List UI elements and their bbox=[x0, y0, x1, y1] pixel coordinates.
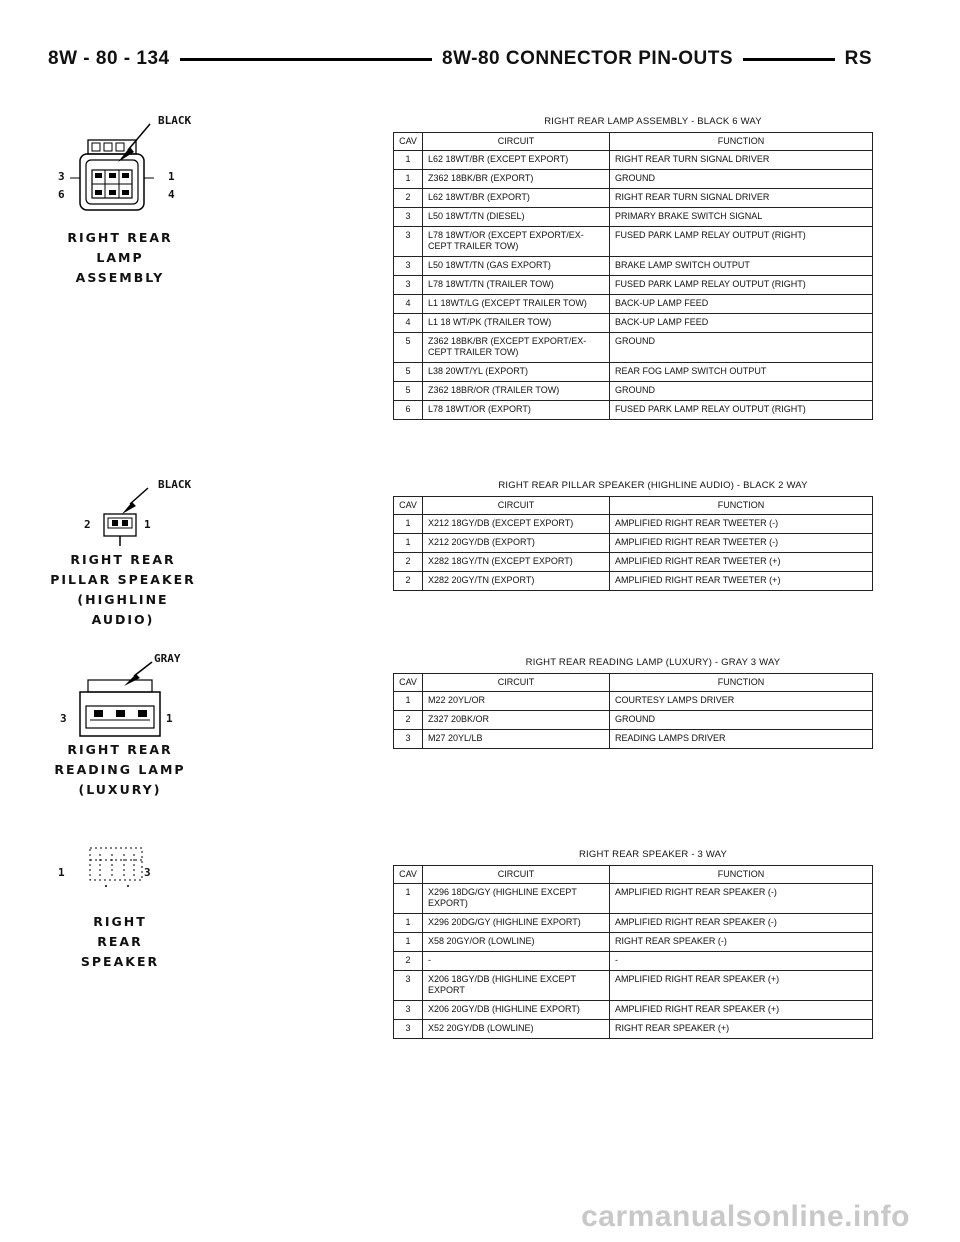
pin-label: 3 bbox=[60, 712, 67, 725]
connector-diagram-rear-speaker bbox=[50, 840, 210, 970]
cav-cell: 2 bbox=[394, 952, 423, 971]
pin-label: 3 bbox=[144, 866, 151, 879]
pin-label: 2 bbox=[84, 518, 91, 531]
cav-cell: 1 bbox=[394, 933, 423, 952]
circuit-cell: X212 18GY/DB (EXCEPT EXPORT) bbox=[423, 515, 610, 534]
pin-label: 3 bbox=[58, 170, 65, 183]
table-row bbox=[394, 884, 873, 914]
function-cell: - bbox=[610, 952, 873, 971]
circuit-cell: X282 18GY/TN (EXCEPT EXPORT) bbox=[423, 553, 610, 572]
cav-cell: 3 bbox=[394, 730, 423, 749]
function-cell: GROUND bbox=[610, 170, 873, 189]
function-cell: AMPLIFIED RIGHT REAR TWEETER (+) bbox=[610, 572, 873, 591]
table-row bbox=[394, 227, 873, 257]
connector-table-1 bbox=[393, 480, 873, 591]
circuit-cell: L50 18WT/TN (DIESEL) bbox=[423, 208, 610, 227]
pinout-table bbox=[393, 673, 873, 749]
table-row bbox=[394, 730, 873, 749]
connector-table-2 bbox=[393, 657, 873, 749]
cav-cell: 1 bbox=[394, 515, 423, 534]
table-row bbox=[394, 914, 873, 933]
pin-label: 1 bbox=[166, 712, 173, 725]
table-row bbox=[394, 189, 873, 208]
function-cell: AMPLIFIED RIGHT REAR TWEETER (+) bbox=[610, 553, 873, 572]
table-row bbox=[394, 971, 873, 1001]
pinout-table bbox=[393, 496, 873, 591]
table-row bbox=[394, 257, 873, 276]
circuit-cell: Z362 18BK/BR (EXCEPT EXPORT/EX- CEPT TRAILER TOW) bbox=[423, 333, 610, 363]
table-row bbox=[394, 363, 873, 382]
circuit-cell: M22 20YL/OR bbox=[423, 692, 610, 711]
circuit-cell: L78 18WT/TN (TRAILER TOW) bbox=[423, 276, 610, 295]
circuit-cell: X206 20GY/DB (HIGHLINE EXPORT) bbox=[423, 1001, 610, 1020]
connector-diagram-pillar-speaker bbox=[48, 474, 208, 627]
column-header-cav: CAV bbox=[394, 866, 423, 884]
lamp-assembly-connector-drawing bbox=[50, 110, 210, 230]
page-number: 8W - 80 - 134 bbox=[48, 44, 180, 74]
cav-cell: 3 bbox=[394, 257, 423, 276]
function-cell: REAR FOG LAMP SWITCH OUTPUT bbox=[610, 363, 873, 382]
column-header-circuit: CIRCUIT bbox=[423, 497, 610, 515]
cav-cell: 5 bbox=[394, 382, 423, 401]
circuit-cell: L38 20WT/YL (EXPORT) bbox=[423, 363, 610, 382]
circuit-cell: X52 20GY/DB (LOWLINE) bbox=[423, 1020, 610, 1039]
table-row bbox=[394, 952, 873, 971]
connector-color-label: GRAY bbox=[154, 652, 181, 665]
cav-cell: 2 bbox=[394, 189, 423, 208]
connector-color-label: BLACK bbox=[158, 114, 192, 127]
cav-cell: 2 bbox=[394, 572, 423, 591]
pin-label: 1 bbox=[168, 170, 175, 183]
cav-cell: 3 bbox=[394, 971, 423, 1001]
cav-cell: 3 bbox=[394, 1001, 423, 1020]
cav-cell: 2 bbox=[394, 711, 423, 730]
cav-cell: 3 bbox=[394, 208, 423, 227]
cav-cell: 3 bbox=[394, 276, 423, 295]
connector-title: RIGHT REAR READING LAMP (LUXURY) - GRAY 3 WAY bbox=[525, 657, 781, 668]
column-header-function: FUNCTION bbox=[610, 866, 873, 884]
cav-cell: 2 bbox=[394, 553, 423, 572]
function-cell: AMPLIFIED RIGHT REAR TWEETER (-) bbox=[610, 534, 873, 553]
column-header-cav: CAV bbox=[394, 133, 423, 151]
table-row bbox=[394, 711, 873, 730]
rear-speaker-connector-drawing bbox=[50, 840, 210, 900]
column-header-circuit: CIRCUIT bbox=[423, 866, 610, 884]
table-row bbox=[394, 151, 873, 170]
function-cell: PRIMARY BRAKE SWITCH SIGNAL bbox=[610, 208, 873, 227]
function-cell: AMPLIFIED RIGHT REAR SPEAKER (-) bbox=[610, 884, 873, 914]
table-row bbox=[394, 401, 873, 420]
connector-color-label: BLACK bbox=[158, 478, 192, 491]
cav-cell: 5 bbox=[394, 363, 423, 382]
cav-cell: 1 bbox=[394, 914, 423, 933]
cav-cell: 1 bbox=[394, 151, 423, 170]
table-row bbox=[394, 1020, 873, 1039]
circuit-cell: L1 18 WT/PK (TRAILER TOW) bbox=[423, 314, 610, 333]
column-header-function: FUNCTION bbox=[610, 674, 873, 692]
pin-label: 1 bbox=[144, 518, 151, 531]
circuit-cell: X296 18DG/GY (HIGHLINE EXCEPT EXPORT) bbox=[423, 884, 610, 914]
connector-diagram-reading-lamp bbox=[50, 650, 210, 800]
cav-cell: 1 bbox=[394, 170, 423, 189]
cav-cell: 4 bbox=[394, 314, 423, 333]
diagram-caption: RIGHT REAR PILLAR SPEAKER (HIGHLINE AUDIO) bbox=[50, 552, 196, 627]
column-header-circuit: CIRCUIT bbox=[423, 674, 610, 692]
column-header-cav: CAV bbox=[394, 497, 423, 515]
pinout-table bbox=[393, 132, 873, 420]
function-cell: AMPLIFIED RIGHT REAR SPEAKER (+) bbox=[610, 1001, 873, 1020]
cav-cell: 5 bbox=[394, 333, 423, 363]
function-cell: GROUND bbox=[610, 382, 873, 401]
function-cell: GROUND bbox=[610, 711, 873, 730]
table-header-row bbox=[394, 133, 873, 151]
function-cell: BACK-UP LAMP FEED bbox=[610, 314, 873, 333]
table-row bbox=[394, 170, 873, 189]
pinout-table bbox=[393, 865, 873, 1039]
circuit-cell: L50 18WT/TN (GAS EXPORT) bbox=[423, 257, 610, 276]
pin-label: 6 bbox=[58, 188, 65, 201]
pin-label: 1 bbox=[58, 866, 65, 879]
table-header-row bbox=[394, 866, 873, 884]
cav-cell: 1 bbox=[394, 692, 423, 711]
cav-cell: 6 bbox=[394, 401, 423, 420]
table-row bbox=[394, 333, 873, 363]
function-cell: RIGHT REAR SPEAKER (+) bbox=[610, 1020, 873, 1039]
circuit-cell: Z327 20BK/OR bbox=[423, 711, 610, 730]
cav-cell: 4 bbox=[394, 295, 423, 314]
table-header-row bbox=[394, 674, 873, 692]
circuit-cell: L62 18WT/BR (EXPORT) bbox=[423, 189, 610, 208]
column-header-function: FUNCTION bbox=[610, 133, 873, 151]
function-cell: AMPLIFIED RIGHT REAR SPEAKER (+) bbox=[610, 971, 873, 1001]
connector-title: RIGHT REAR SPEAKER - 3 WAY bbox=[578, 849, 728, 860]
table-row bbox=[394, 276, 873, 295]
cav-cell: 3 bbox=[394, 227, 423, 257]
column-header-function: FUNCTION bbox=[610, 497, 873, 515]
cav-cell: 3 bbox=[394, 1020, 423, 1039]
connector-table-3 bbox=[393, 849, 873, 1039]
circuit-cell: - bbox=[423, 952, 610, 971]
circuit-cell: L78 18WT/OR (EXPORT) bbox=[423, 401, 610, 420]
cav-cell: 1 bbox=[394, 884, 423, 914]
function-cell: FUSED PARK LAMP RELAY OUTPUT (RIGHT) bbox=[610, 276, 873, 295]
table-row bbox=[394, 692, 873, 711]
cav-cell: 1 bbox=[394, 534, 423, 553]
table-row bbox=[394, 515, 873, 534]
column-header-circuit: CIRCUIT bbox=[423, 133, 610, 151]
table-row bbox=[394, 295, 873, 314]
function-cell: BACK-UP LAMP FEED bbox=[610, 295, 873, 314]
function-cell: RIGHT REAR TURN SIGNAL DRIVER bbox=[610, 189, 873, 208]
table-row bbox=[394, 534, 873, 553]
connector-diagram-lamp-assembly bbox=[50, 110, 210, 285]
table-header-row bbox=[394, 497, 873, 515]
connector-title: RIGHT REAR LAMP ASSEMBLY - BLACK 6 WAY bbox=[544, 116, 762, 127]
diagram-caption: RIGHT REAR LAMP ASSEMBLY bbox=[67, 230, 173, 285]
function-cell: BRAKE LAMP SWITCH OUTPUT bbox=[610, 257, 873, 276]
circuit-cell: M27 20YL/LB bbox=[423, 730, 610, 749]
function-cell: AMPLIFIED RIGHT REAR SPEAKER (-) bbox=[610, 914, 873, 933]
table-row bbox=[394, 1001, 873, 1020]
diagram-caption: RIGHT REAR READING LAMP (LUXURY) bbox=[54, 742, 186, 797]
function-cell: RIGHT REAR TURN SIGNAL DRIVER bbox=[610, 151, 873, 170]
circuit-cell: L62 18WT/BR (EXCEPT EXPORT) bbox=[423, 151, 610, 170]
function-cell: GROUND bbox=[610, 333, 873, 363]
table-row bbox=[394, 553, 873, 572]
circuit-cell: L1 18WT/LG (EXCEPT TRAILER TOW) bbox=[423, 295, 610, 314]
function-cell: FUSED PARK LAMP RELAY OUTPUT (RIGHT) bbox=[610, 401, 873, 420]
page-header bbox=[48, 44, 872, 74]
diagram-caption: RIGHT REAR SPEAKER bbox=[80, 914, 160, 969]
watermark: carmanualsonline.info bbox=[581, 1200, 910, 1233]
circuit-cell: X296 20DG/GY (HIGHLINE EXPORT) bbox=[423, 914, 610, 933]
function-cell: COURTESY LAMPS DRIVER bbox=[610, 692, 873, 711]
function-cell: READING LAMPS DRIVER bbox=[610, 730, 873, 749]
table-row bbox=[394, 572, 873, 591]
section-title: 8W-80 CONNECTOR PIN-OUTS bbox=[432, 44, 743, 74]
circuit-cell: L78 18WT/OR (EXCEPT EXPORT/EX- CEPT TRAILER TOW) bbox=[423, 227, 610, 257]
table-row bbox=[394, 208, 873, 227]
circuit-cell: X282 20GY/TN (EXPORT) bbox=[423, 572, 610, 591]
connector-table-0 bbox=[393, 116, 873, 420]
circuit-cell: X206 18GY/DB (HIGHLINE EXCEPT EXPORT bbox=[423, 971, 610, 1001]
function-cell: FUSED PARK LAMP RELAY OUTPUT (RIGHT) bbox=[610, 227, 873, 257]
connector-title: RIGHT REAR PILLAR SPEAKER (HIGHLINE AUDIO) - BLACK 2 WAY bbox=[498, 480, 808, 491]
circuit-cell: Z362 18BR/OR (TRAILER TOW) bbox=[423, 382, 610, 401]
function-cell: AMPLIFIED RIGHT REAR TWEETER (-) bbox=[610, 515, 873, 534]
function-cell: RIGHT REAR SPEAKER (-) bbox=[610, 933, 873, 952]
column-header-cav: CAV bbox=[394, 674, 423, 692]
circuit-cell: X212 20GY/DB (EXPORT) bbox=[423, 534, 610, 553]
pin-label: 4 bbox=[168, 188, 175, 201]
table-row bbox=[394, 382, 873, 401]
circuit-cell: Z362 18BK/BR (EXPORT) bbox=[423, 170, 610, 189]
table-row bbox=[394, 933, 873, 952]
table-row bbox=[394, 314, 873, 333]
circuit-cell: X58 20GY/OR (LOWLINE) bbox=[423, 933, 610, 952]
reading-lamp-connector-drawing bbox=[50, 650, 210, 740]
vehicle-code: RS bbox=[835, 44, 872, 74]
